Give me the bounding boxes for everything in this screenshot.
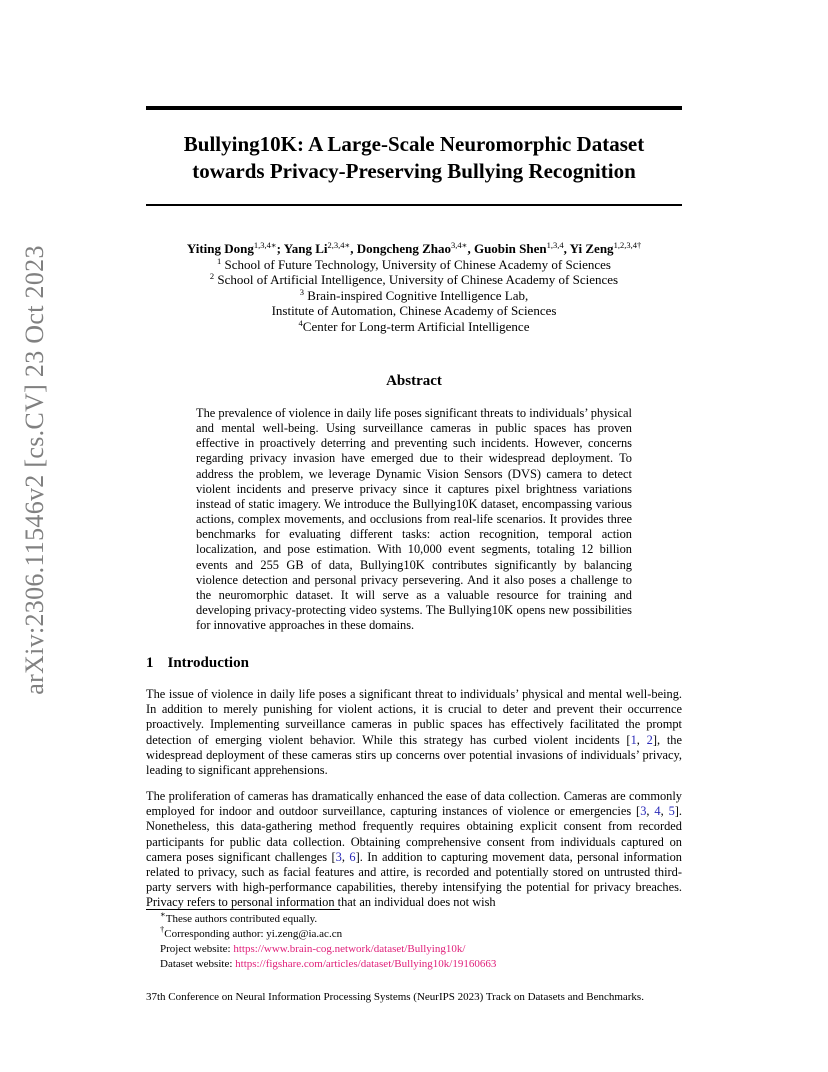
citation-link[interactable]: 6 <box>349 849 356 864</box>
author-separator: , <box>467 241 474 256</box>
author-name: Yi Zeng <box>569 241 614 256</box>
affiliation-3: $^3$ Brain-inspired Cognitive Intelligence Lab, <box>299 286 529 303</box>
author-affil-mark: 1,2,3,4† <box>613 240 642 250</box>
title-line-2: towards Privacy-Preserving Bullying Recognition <box>192 159 636 183</box>
paragraph-1: The issue of violence in daily life poses a significant threat to individuals’ physical and mental well-being. In addition to merely punishing for violent actions, it is crucial to deter and prevent their occurrence proactively. Implementing surveillance cameras in public spaces has effectively facilitated the prompt detection of emerging violent behavior. While this strategy has curbed violent incidents [1, 2], the widespread deployment of these cameras stirs up concerns over potential invasions of individuals’ privacy, leading to significant apprehensions. <box>146 687 683 778</box>
author-block <box>120 241 708 334</box>
affiliation-3-cont: Institute of Automation, Chinese Academy of Sciences <box>271 303 557 318</box>
section-heading <box>146 655 263 672</box>
title-rule-bottom <box>146 204 682 206</box>
venue-footer: 37th Conference on Neural Information Processing Systems (NeurIPS 2023) Track on Datasets and Benchmarks. <box>146 991 644 1003</box>
author-affil-mark: 1,3,4 <box>546 240 564 250</box>
title-line-1: Bullying10K: A Large-Scale Neuromorphic Dataset <box>183 132 645 156</box>
arxiv-identifier: arXiv:2306.11546v2 [cs.CV] 23 Oct 2023 <box>20 245 49 695</box>
author-name: Yang Li <box>283 241 328 256</box>
citation-link[interactable]: 5 <box>668 804 675 819</box>
paper-title <box>146 131 682 185</box>
author-affil-mark: 3,4∗ <box>451 240 468 250</box>
abstract-text: The prevalence of violence in daily life poses significant threats to individuals’ physical and mental well-being. Using surveillance cameras in public spaces has proven effective in proactively deterring and preventing such incidents. However, concerns regarding privacy invasion have emerged due to their widespread deployment. To address the problem, we leverage Dynamic Vision Sensors (DVS) camera to detect violent incidents and preserve privacy since it captures pixel brightness variations instead of static imagery. We introduce the Bullying10K dataset, encompassing various actions, complex movements, and occlusions from real-life scenarios. It provides three benchmarks for evaluating different tasks: action recognition, temporal action localization, and pose estimation. With 10,000 event segments, totaling 12 billion events and 255 GB of data, Bullying10K contributes significantly by balancing violence detection and personal privacy persevering. And it also poses a challenge to the neuromorphic dataset. It will serve as a valuable resource for training and developing privacy-protecting video systems. The Bullying10K opens new possibilities for innovative approaches in these domains. <box>196 406 632 633</box>
citation-link[interactable]: 3 <box>640 804 647 819</box>
footnote-rule <box>146 909 340 910</box>
dataset-website-link[interactable]: https://figshare.com/articles/dataset/Bullying10k/19160663 <box>235 958 497 970</box>
arxiv-sidebar <box>0 0 70 1072</box>
author-affil-mark: 2,3,4∗ <box>327 240 351 250</box>
section-title: Introduction <box>167 655 249 671</box>
footnote-1: ∗These authors contributed equally. <box>160 909 318 925</box>
author-separator: , <box>350 241 357 256</box>
author-name: Yiting Dong <box>186 241 254 256</box>
citation-link[interactable]: 2 <box>646 732 653 747</box>
author-separator: ; <box>276 241 284 256</box>
footnote-2: †Corresponding author: yi.zeng@ia.ac.cn <box>160 924 343 940</box>
paragraph-2: The proliferation of cameras has dramatically enhanced the ease of data collection. Cameras are commonly employed for indoor and outdoor surveillance, capturing instances of violence or emergencies [3, 4, 5]. Nonetheless, this data-gathering method frequently requires obtaining explicit consent from recorded participants for public data collection. Obtaining comprehensive consent from individuals captured on camera poses significant challenges [3, 6]. In addition to capturing movement data, personal information related to privacy, such as facial features and attire, is recorded and potentially stored on untrusted third-party servers with high-performance capabilities, thereby intensifying the potential for privacy breaches. Privacy refers to personal information that an individual does not wish <box>146 789 682 910</box>
citation-link[interactable]: 3 <box>335 849 342 864</box>
footnotes <box>160 909 680 972</box>
citation-link[interactable]: 4 <box>654 804 661 819</box>
affiliation-1: $^1$ School of Future Technology, University of Chinese Academy of Sciences <box>217 255 611 272</box>
project-website-link[interactable]: https://www.brain-cog.network/dataset/Bullying10k/ <box>233 943 466 955</box>
author-affil-mark: 1,3,4∗ <box>253 240 277 250</box>
section-number: 1 <box>146 655 154 671</box>
author-name: Dongcheng Zhao <box>356 241 452 256</box>
abstract-heading: Abstract <box>386 373 442 389</box>
citation-link[interactable]: 1 <box>630 732 637 747</box>
author-name: Guobin Shen <box>473 241 547 256</box>
footnote-3: Project website: https://www.brain-cog.network/dataset/Bullying10k/ <box>160 943 466 955</box>
author-separator: , <box>563 241 570 256</box>
affiliation-4: $^4$Center for Long-term Artificial Intelligence <box>298 317 530 334</box>
author-list <box>120 241 708 257</box>
affiliation-2: $^2$ School of Artificial Intelligence, University of Chinese Academy of Sciences <box>209 271 619 287</box>
footnote-4: Dataset website: https://figshare.com/articles/dataset/Bullying10k/19160663 <box>160 958 497 970</box>
title-rule-top <box>146 106 682 110</box>
